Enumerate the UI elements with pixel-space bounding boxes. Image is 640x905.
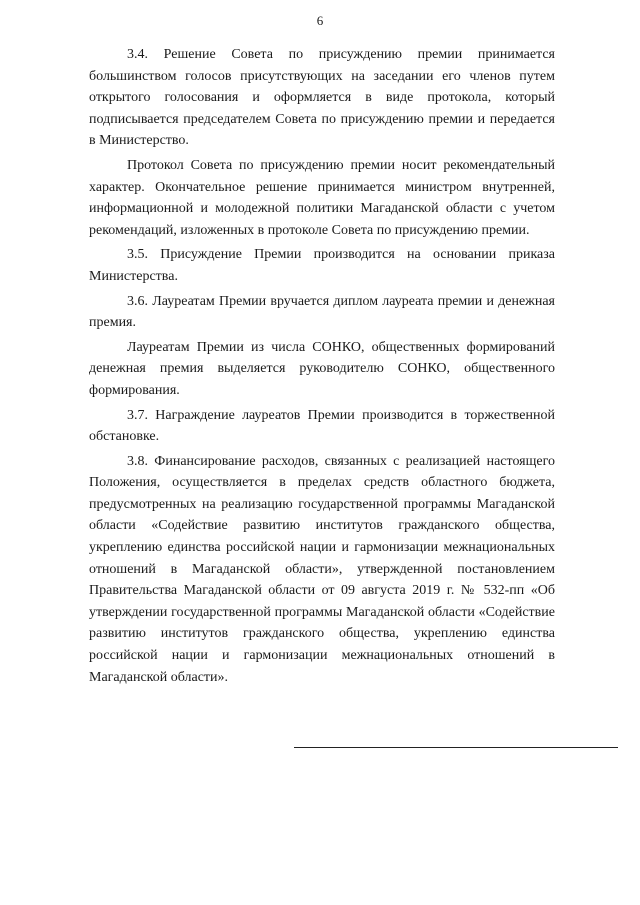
paragraph-sonko-award: Лауреатам Премии из числа СОНКО, общественных формирований денежная премия выделяется руководителю СОНКО, общественного формирования. [89, 339, 555, 398]
document-body [89, 44, 555, 691]
paragraph-protocol-note: Протокол Совета по присуждению премии носит рекомендательный характер. Окончательное решение принимается министром внутренней, информационной и молодежной политики Магаданской области с учетом рекомендаций, изложенных в протоколе Совета по присуждению премии. [89, 157, 555, 238]
end-of-document-rule [294, 747, 618, 748]
paragraph-3-5: 3.5. Присуждение Премии производится на основании приказа Министерства. [89, 247, 555, 284]
paragraph-3-6: 3.6. Лауреатам Премии вручается диплом лауреата премии и денежная премия. [89, 293, 555, 331]
paragraph-3-4: 3.4. Решение Совета по присуждению премии принимается большинством голосов присутствующих на заседании его членов путем открытого голосования и оформляется в виде протокола, который подписывается председателем Совета по присуждению премии и передается в Министерство. [89, 47, 555, 149]
page-number: 6 [316, 13, 324, 28]
paragraph-3-8: 3.8. Финансирование расходов, связанных с реализацией настоящего Положения, осуществляется в пределах средств областного бюджета, предусмотренных на реализацию государственной программы Магаданской области «Содействие развитию институтов гражданского общества, укреплению единства российской нации и гармонизации межнациональных отношений в Магаданской области», утвержденной постановлением Правительства Магаданской области от 09 августа 2019 г. № 532-пп «Об утверждении государственной программы Магаданской области «Содействие развитию институтов гражданского общества, укреплению единства российской нации и гармонизации межнациональных отношений в Магаданской области». [89, 453, 555, 685]
paragraph-3-7: 3.7. Награждение лауреатов Премии производится в торжественной обстановке. [89, 407, 555, 445]
